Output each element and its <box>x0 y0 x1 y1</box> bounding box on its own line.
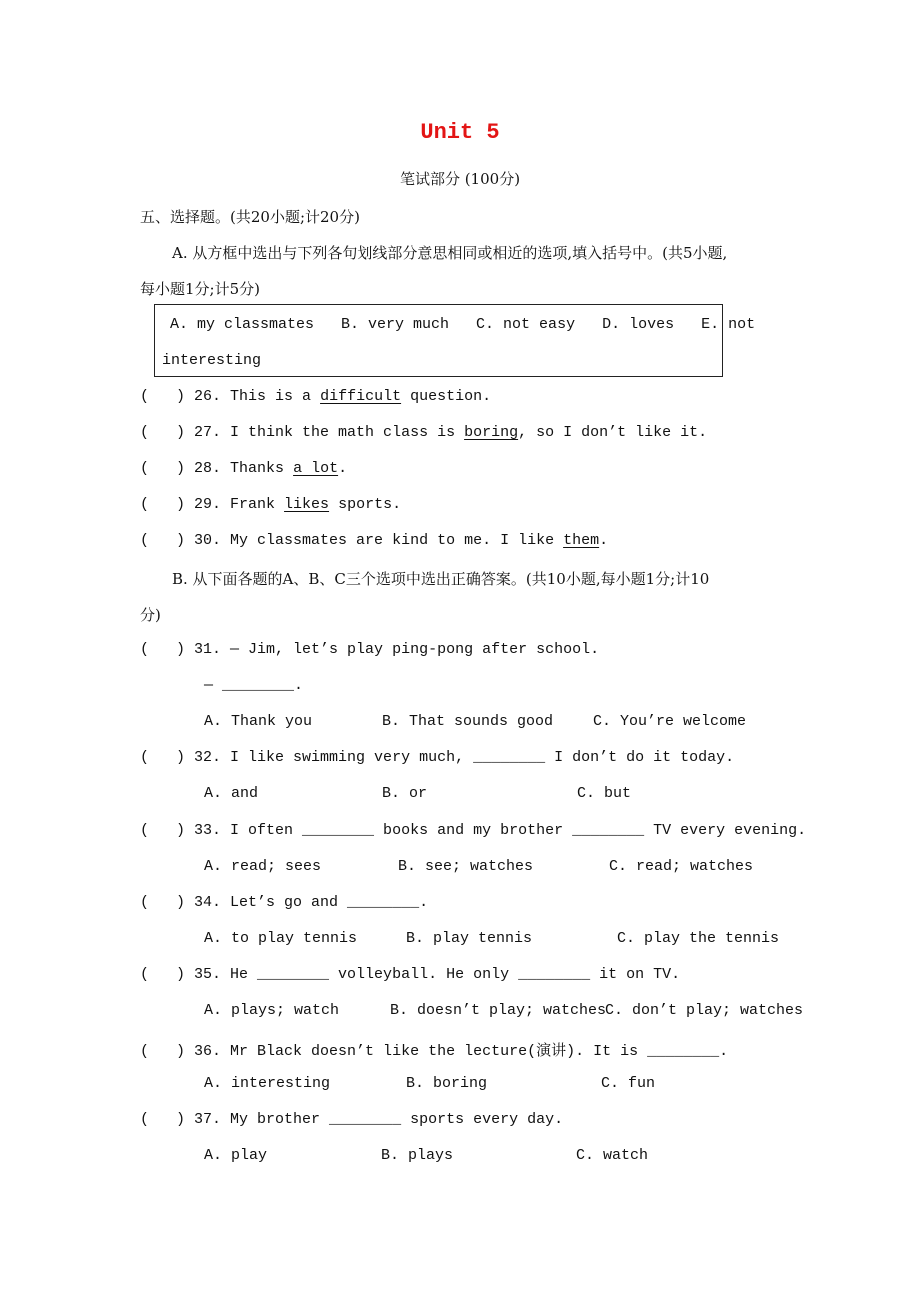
question-35 <box>140 966 680 983</box>
part-b-instruction-line2: 分) <box>140 606 161 624</box>
answer-parentheses[interactable]: ( ) <box>140 641 186 658</box>
answer-parentheses[interactable]: ( ) <box>140 749 186 766</box>
answer-parentheses[interactable]: ( ) <box>140 1111 186 1128</box>
option-b[interactable]: B. boring <box>406 1075 488 1092</box>
option-a[interactable]: A. and <box>204 785 259 802</box>
question-26 <box>140 388 491 405</box>
underlined-word: them <box>563 532 600 549</box>
question-27 <box>140 424 707 441</box>
question-stem: 27. I think the math class is <box>194 424 465 441</box>
option-a[interactable]: A. read; sees <box>204 858 322 875</box>
option-b[interactable]: B. doesn’t play; watches <box>390 1002 607 1019</box>
question-stem: 34. Let’s go and ________. <box>194 894 429 911</box>
page-title: Unit 5 <box>420 120 500 145</box>
question-28 <box>140 460 347 477</box>
underlined-word: a lot <box>293 460 339 477</box>
answer-parentheses[interactable]: ( ) <box>140 1043 186 1060</box>
underlined-word: boring <box>464 424 519 441</box>
answer-parentheses[interactable]: ( ) <box>140 424 186 441</box>
option-c[interactable]: C. but <box>577 785 632 802</box>
question-stem: 33. I often ________ books and my brother ________ TV every evening. <box>194 822 807 839</box>
question-34 <box>140 894 428 911</box>
part-a-instruction-line1: A. 从方框中选出与下列各句划线部分意思相同或相近的选项,填入括号中。(共5小题, <box>172 244 728 262</box>
question-36 <box>140 1039 728 1060</box>
question-stem: 36. Mr Black doesn’t like the lecture(演讲). It is ________. <box>194 1043 729 1060</box>
option-box-line1: A. my classmates B. very much C. not easy D. loves E. not <box>170 316 756 333</box>
answer-parentheses[interactable]: ( ) <box>140 532 186 549</box>
question-29 <box>140 496 401 513</box>
question-31 <box>140 641 599 658</box>
question-stem-end: , so I don’t like it. <box>518 424 708 441</box>
part-b-instruction-line1: B. 从下面各题的A、B、C三个选项中选出正确答案。(共10小题,每小题1分;计10 <box>172 570 710 588</box>
option-b[interactable]: B. plays <box>381 1147 454 1164</box>
option-a[interactable]: A. Thank you <box>204 713 313 730</box>
question-37 <box>140 1111 563 1128</box>
question-31-reply: — ________. <box>204 677 304 694</box>
question-32 <box>140 749 734 766</box>
question-stem: 26. This is a <box>194 388 321 405</box>
underlined-word: likes <box>284 496 330 513</box>
question-30 <box>140 532 608 549</box>
question-stem-end: . <box>338 460 348 477</box>
page-subtitle: 笔试部分 (100分) <box>399 170 521 188</box>
option-b[interactable]: B. see; watches <box>398 858 534 875</box>
option-c[interactable]: C. read; watches <box>609 858 754 875</box>
option-b[interactable]: B. That sounds good <box>382 713 554 730</box>
option-b[interactable]: B. play tennis <box>406 930 533 947</box>
option-c[interactable]: C. don’t play; watches <box>605 1002 804 1019</box>
option-b[interactable]: B. or <box>382 785 428 802</box>
answer-parentheses[interactable]: ( ) <box>140 966 186 983</box>
answer-parentheses[interactable]: ( ) <box>140 822 186 839</box>
question-stem: 35. He ________ volleyball. He only ________ it on TV. <box>194 966 681 983</box>
question-stem: 30. My classmates are kind to me. I like <box>194 532 564 549</box>
answer-parentheses[interactable]: ( ) <box>140 496 186 513</box>
option-a[interactable]: A. plays; watch <box>204 1002 340 1019</box>
option-c[interactable]: C. fun <box>601 1075 656 1092</box>
underlined-word: difficult <box>320 388 402 405</box>
question-stem-end: . <box>599 532 609 549</box>
option-c[interactable]: C. You’re welcome <box>593 713 747 730</box>
option-c[interactable]: C. play the tennis <box>617 930 780 947</box>
option-a[interactable]: A. play <box>204 1147 268 1164</box>
question-stem: 29. Frank <box>194 496 285 513</box>
question-stem: 31. — Jim, let’s play ping-pong after school. <box>194 641 600 658</box>
answer-parentheses[interactable]: ( ) <box>140 460 186 477</box>
question-33 <box>140 822 806 839</box>
answer-parentheses[interactable]: ( ) <box>140 894 186 911</box>
option-a[interactable]: A. to play tennis <box>204 930 358 947</box>
option-box-line2: interesting <box>162 352 262 369</box>
question-stem: 28. Thanks <box>194 460 294 477</box>
question-stem: 32. I like swimming very much, ________ I don’t do it today. <box>194 749 735 766</box>
option-a[interactable]: A. interesting <box>204 1075 331 1092</box>
question-stem: 37. My brother ________ sports every day. <box>194 1111 564 1128</box>
section-heading: 五、选择题。(共20小题;计20分) <box>140 208 360 226</box>
question-stem-end: question. <box>401 388 492 405</box>
option-c[interactable]: C. watch <box>576 1147 649 1164</box>
question-stem-end: sports. <box>329 496 402 513</box>
part-a-instruction-line2: 每小题1分;计5分) <box>140 280 260 298</box>
answer-parentheses[interactable]: ( ) <box>140 388 186 405</box>
